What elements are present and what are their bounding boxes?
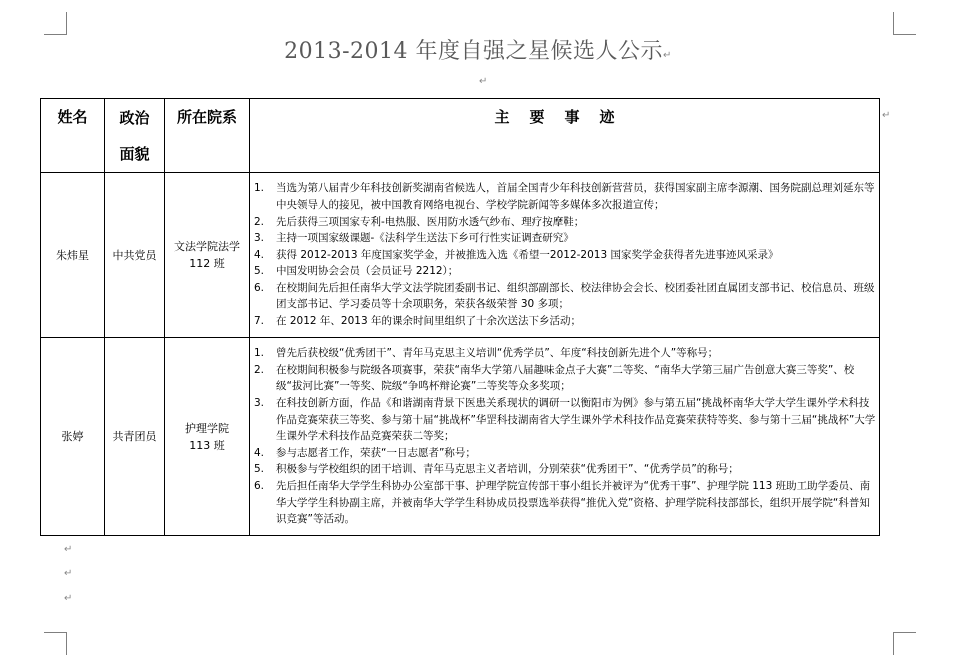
dept-line1: 护理学院 — [185, 421, 229, 435]
table-row — [41, 338, 880, 536]
paragraph-mark-icon: ↵ — [882, 110, 891, 121]
candidate-politics: 中共党员 — [105, 173, 165, 338]
list-item: 2. 先后获得三项国家专利-电热服、医用防水透气纱布、理疗按摩鞋； — [254, 215, 585, 228]
document-title: 2013-2014 年度自强之星候选人公示↵ — [284, 39, 672, 64]
paragraph-mark-icon: ↵ — [479, 76, 488, 87]
candidate-politics: 共青团员 — [105, 338, 165, 536]
dept-line2: 113 班 — [189, 438, 225, 452]
list-item: 6. 先后担任南华大学学生科协办公室部干事、护理学院宣传部干事小组长并被评为“优秀干事”、护理学院 113 班助工助学委员、南华大学学生科协副主席，并被南华大学学生科协成员投票选举获得“推优入党”资格、护理学院科技部部长，组织开展学院“科普知识竞赛”等活动。 — [254, 479, 871, 526]
header-politics-line2: 面貌 — [119, 144, 150, 163]
candidate-dept — [165, 173, 250, 338]
list-item: 2. 在校期间积极参与院级各项赛事，荣获“南华大学第八届趣味金点子大赛”二等奖、“南华大学第三届广告创意大赛三等奖”、校级“拔河比赛”一等奖、院级“争鸣杯辩论赛”二等奖等众多奖项； — [254, 363, 855, 393]
deeds-list — [250, 345, 879, 528]
candidate-table — [40, 98, 880, 536]
dept-line2: 112 班 — [189, 257, 225, 270]
candidate-dept — [165, 338, 250, 536]
page-corner-mark-bottom-left — [44, 632, 67, 655]
header-deeds: 主要事迹 — [250, 99, 880, 173]
list-item: 3. 主持一项国家级课题-《法科学生送法下乡可行性实证调查研究》 — [254, 232, 574, 245]
list-item: 7. 在 2012 年、2013 年的课余时间里组织了十余次送法下乡活动； — [254, 315, 581, 328]
list-item: 5. 积极参与学校组织的团干培训、青年马克思主义者培训，分别荣获“优秀团干”、“优秀学员”的称号； — [254, 463, 739, 476]
list-item: 4. 获得 2012-2013 年度国家奖学金，并被推选入选《希望一2012-2013 国家奖学金获得者先进事迹风采录》 — [254, 248, 779, 261]
header-name: 姓名 — [41, 99, 105, 173]
deeds-cell — [250, 338, 880, 536]
page-corner-mark-bottom-right — [893, 632, 916, 655]
list-item: 4. 参与志愿者工作，荣获“一日志愿者”称号； — [254, 446, 476, 459]
list-item: 3. 在科技创新方面，作品《和谐湖南背景下医患关系现状的调研一以衡阳市为例》参与第五届“挑战杯南华大学大学生课外学术科技作品竞赛荣获三等奖、参与第十届“挑战杯”华罡科技湖南省大学生课外学术科技作品竞赛荣获特等奖、参与第十三届“挑战杯”大学生课外学术科技作品竞赛荣获二等奖； — [254, 397, 876, 443]
list-item: 6. 在校期间先后担任南华大学文法学院团委副书记、组织部副部长、校法律协会会长、校团委社团直属团支部书记、校信息员、班级团支部书记、学习委员等十余项职务，荣获各级荣誉 30 多项； — [254, 281, 875, 311]
dept-line1: 文法学院法学 — [174, 240, 240, 253]
deeds-list — [250, 180, 879, 329]
list-item: 5. 中国发明协会会员（会员证号 2212）； — [254, 265, 459, 278]
list-item: 1. 当选为第八届青少年科技创新奖湖南省候选人，首届全国青少年科技创新营营员，获得国家副主席李源潮、国务院副总理刘延东等中央领导人的接见，被中国教育网络电视台、学校学院新闻等多媒体多次报道宣传； — [254, 182, 875, 211]
list-item: 1. 曾先后获校级“优秀团干”、青年马克思主义培训“优秀学员”、年度“科技创新先进个人”等称号； — [254, 347, 719, 360]
paragraph-mark-icon: ↵ — [64, 568, 73, 579]
deeds-cell — [250, 173, 880, 338]
paragraph-mark-icon: ↵ — [64, 544, 73, 555]
page-corner-mark-top-left — [44, 12, 67, 35]
header-dept: 所在院系 — [165, 99, 250, 173]
candidate-name: 朱炜星 — [41, 173, 105, 338]
page-corner-mark-top-right — [893, 12, 916, 35]
header-politics-line1: 政治 — [119, 108, 150, 127]
header-politics — [105, 99, 165, 173]
candidate-name: 张婷 — [41, 338, 105, 536]
paragraph-mark-icon: ↵ — [64, 593, 73, 604]
table-header-row — [41, 99, 880, 173]
table-row — [41, 173, 880, 338]
